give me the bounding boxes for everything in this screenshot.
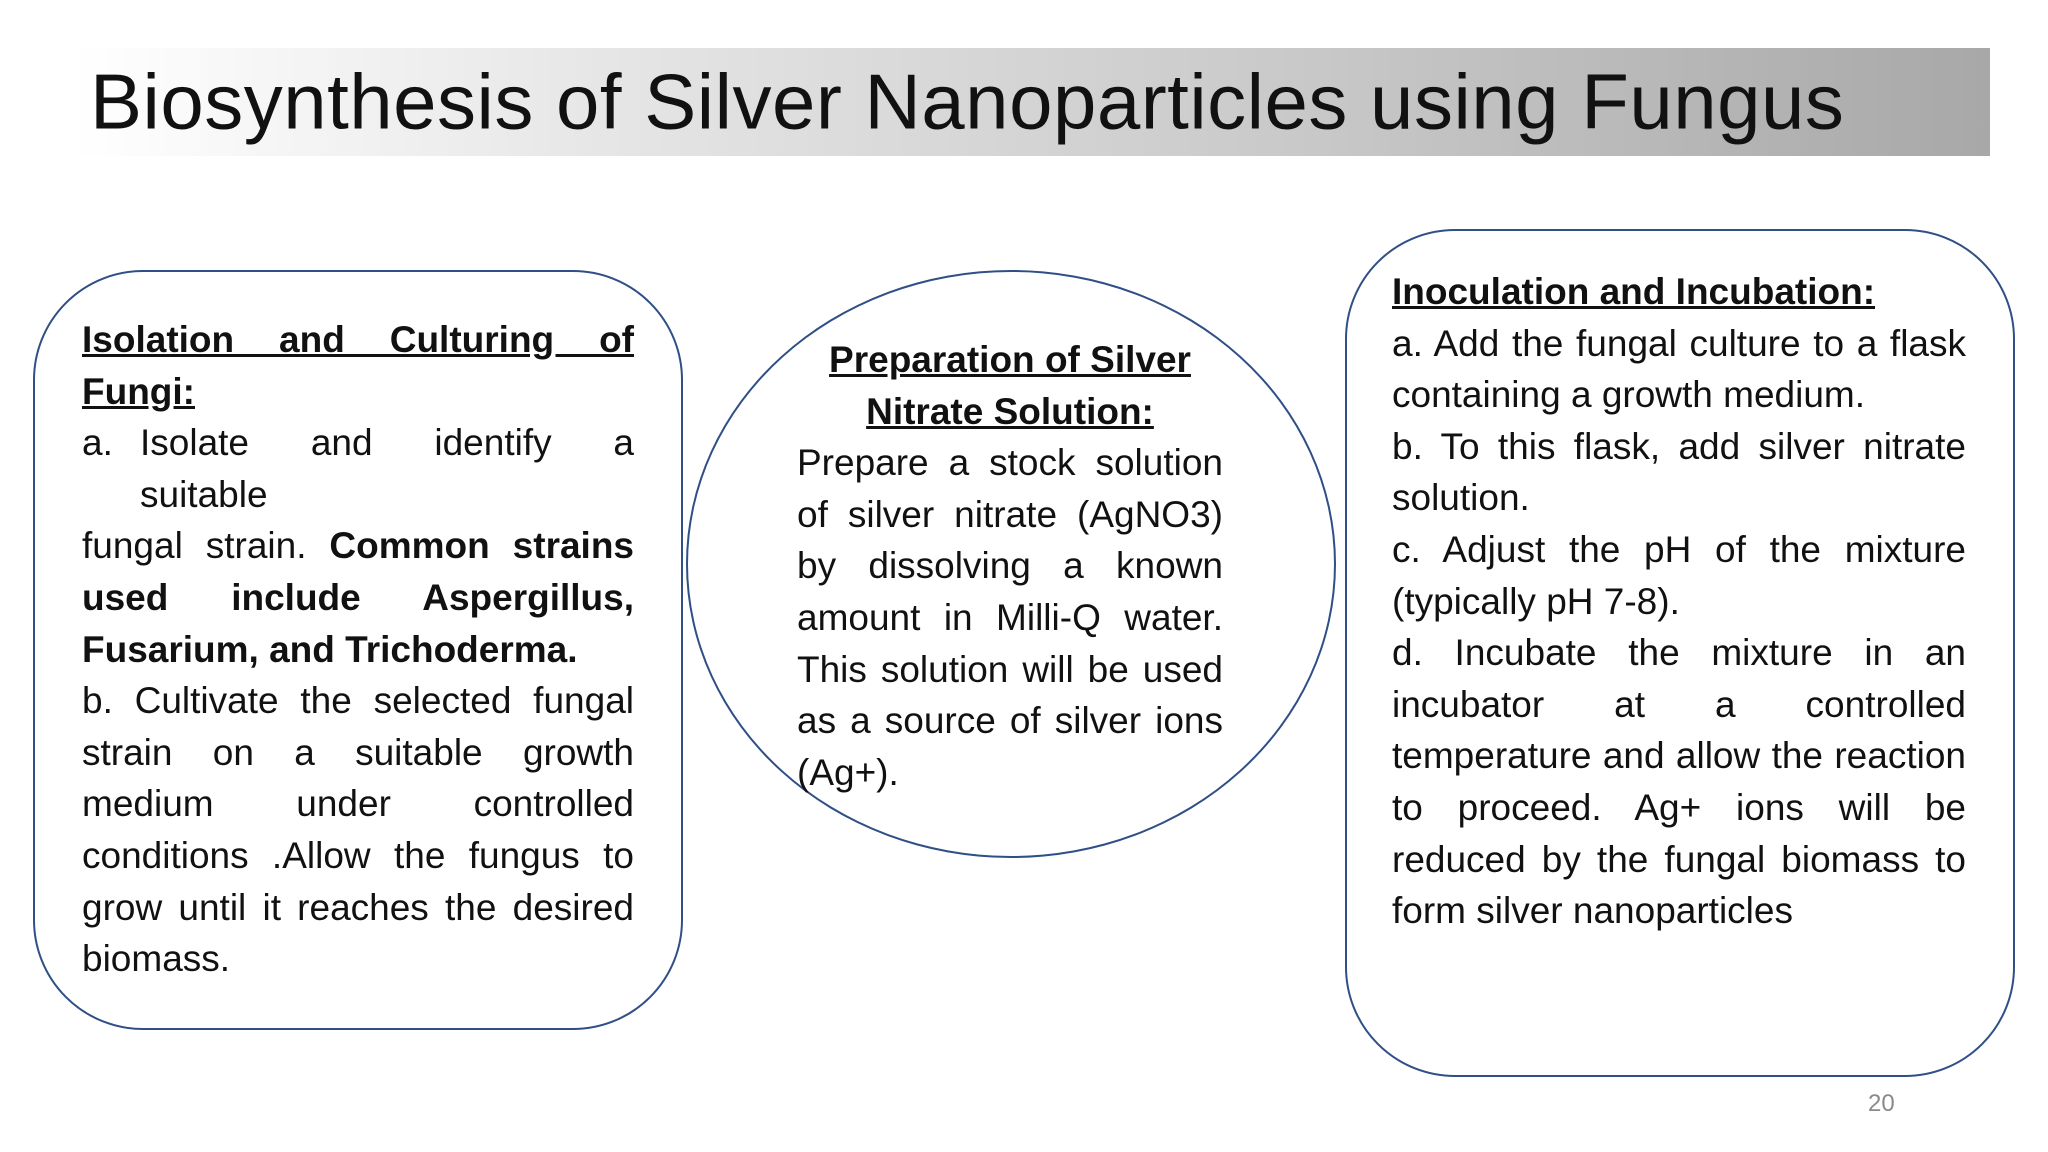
slide-title: Biosynthesis of Silver Nanoparticles using Fungus [90, 57, 1845, 146]
common-strains-text: Common strains used include Aspergillus, Fusarium, and Trichoderma. [82, 525, 634, 670]
isolation-item-a [82, 417, 634, 469]
preparation-body: Prepare a stock solution of silver nitrate (AgNO3) by dissolving a known amount in Milli-Q water. This solution will be used as a source of silver ions (Ag+). [797, 442, 1223, 793]
inoculation-item-a: a. Add the fungal culture to a flask containing a growth medium. [1392, 322, 1966, 416]
isolation-text [82, 314, 634, 985]
isolation-item-a-cont [82, 520, 634, 675]
preparation-heading: Preparation of Silver Nitrate Solution: [829, 339, 1191, 432]
inoculation-item-b: b. To this flask, add silver nitrate solution. [1392, 425, 1966, 519]
inoculation-item-d: d. Incubate the mixture in an incubator at a controlled temperature and allow the reaction to proceed. Ag+ ions will be reduced by the fungal biomass to form silver nanoparticles [1392, 632, 1966, 932]
item-a-cont-text: fungal strain. [82, 525, 330, 567]
item-a-line1: Isolate and identify a [140, 422, 634, 464]
item-a-marker: a. [82, 422, 113, 464]
slide-number: 20 [1868, 1090, 1895, 1117]
preparation-text [797, 334, 1223, 798]
inoculation-heading: Inoculation and Incubation: [1392, 271, 1876, 312]
inoculation-text [1392, 266, 1966, 937]
title-bar [72, 48, 1990, 156]
isolation-item-b: b. Cultivate the selected fungal strain on a suitable growth medium under controlled conditions .Allow the fungus to grow until it reaches the desired biomass. [82, 680, 634, 980]
isolation-heading: Isolation and Culturing of Fungi: [82, 319, 634, 412]
inoculation-item-c: c. Adjust the pH of the mixture (typically pH 7-8). [1392, 528, 1966, 622]
item-a-line2: suitable [140, 473, 268, 515]
